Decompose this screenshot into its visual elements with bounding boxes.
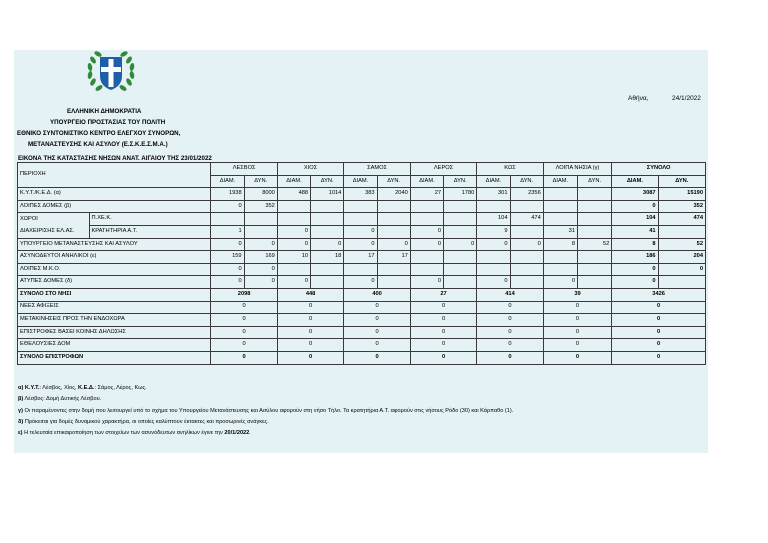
table-cell: [577, 225, 611, 238]
table-cell: [543, 263, 577, 276]
table-row: [18, 301, 706, 314]
greek-emblem-icon: [84, 48, 138, 98]
table-cell: [477, 200, 510, 213]
table-cell: 3426: [612, 288, 706, 301]
table-row: [18, 314, 706, 327]
sub-header: ΔΙΑΜ.: [543, 175, 577, 188]
table-cell: [444, 251, 477, 264]
row-label: ΥΠΟΥΡΓΕΙΟ ΜΕΤΑΝΑΣΤΕΥΣΗΣ ΚΑΙ ΑΣΥΛΟΥ: [18, 238, 211, 251]
table-cell: 10: [277, 251, 310, 264]
table-row: [18, 288, 706, 301]
table-cell: [377, 276, 410, 289]
table-cell: 0: [543, 339, 611, 352]
table-cell: [211, 213, 244, 226]
row-label: Π.ΧΕ.Κ.: [89, 213, 211, 226]
date-label: Αθήνα,: [628, 95, 649, 102]
sub-header: ΔΙΑΜ.: [410, 175, 443, 188]
table-cell: 0: [211, 351, 277, 364]
table-cell: 0: [612, 351, 706, 364]
table-cell: [377, 225, 410, 238]
table-cell: 0: [344, 276, 377, 289]
table-row: [18, 225, 706, 238]
sub-header: ΔΥΝ.: [658, 175, 705, 188]
row-label: ΜΕΤΑΚΙΝΗΣΕΙΣ ΠΡΟΣ ΤΗΝ ΕΝΔΟΧΩΡΑ: [18, 314, 211, 327]
row-label: ΚΡΑΤΗΤΗΡΙΑ Α.Τ.: [89, 225, 211, 238]
row-group-label: ΧΩΡΟΙ: [18, 213, 90, 226]
table-cell: 0: [277, 276, 310, 289]
table-cell: [410, 213, 443, 226]
table-cell: 0: [244, 276, 277, 289]
table-cell: [277, 263, 310, 276]
table-cell: 0: [211, 238, 244, 251]
sub-header: ΔΙΑΜ.: [612, 175, 658, 188]
table-cell: 31: [543, 225, 577, 238]
table-cell: 474: [510, 213, 543, 226]
table-cell: 414: [477, 288, 543, 301]
table-cell: [510, 225, 543, 238]
group-header: ΛΕΡΟΣ: [410, 163, 476, 176]
footnote: ε) Η τελευταία επικαιροποίηση των στοιχείων των ασυνόδευτων ανηλίκων έγινε την 20/1/2022.: [18, 430, 251, 437]
table-cell: 0: [344, 238, 377, 251]
table-cell: 186: [612, 251, 658, 264]
table-cell: [444, 200, 477, 213]
table-cell: 0: [612, 276, 658, 289]
table-cell: 2356: [510, 188, 543, 201]
table-cell: 1: [211, 225, 244, 238]
table-cell: 0: [543, 326, 611, 339]
table-cell: 0: [277, 326, 343, 339]
group-header: ΛΕΣΒΟΣ: [211, 163, 277, 176]
sub-header: ΔΥΝ.: [577, 175, 611, 188]
table-cell: 2098: [211, 288, 277, 301]
table-cell: [377, 263, 410, 276]
table-row: [18, 238, 706, 251]
table-cell: 0: [211, 326, 277, 339]
sub-header: ΔΙΑΜ.: [477, 175, 510, 188]
table-cell: 0: [410, 276, 443, 289]
table-cell: 0: [543, 314, 611, 327]
table-cell: [577, 188, 611, 201]
table-cell: [377, 213, 410, 226]
table-cell: 159: [211, 251, 244, 264]
table-cell: 0: [477, 351, 543, 364]
group-header: ΣΥΝΟΛΟ: [612, 163, 706, 176]
sub-header: ΔΥΝ.: [311, 175, 344, 188]
row-group-label: ΔΙΑΧΕΙΡΙΣΗΣ ΕΛ.ΑΣ.: [18, 225, 90, 238]
footnote: δ) Πρόκειται για δομές δυναμικού χαρακτήρα, οι οποίες καλύπτουν έκτακτες και προσωρινές ανάγκες.: [18, 418, 269, 425]
table-cell: 301: [477, 188, 510, 201]
table-cell: 0: [344, 301, 410, 314]
table-cell: 52: [658, 238, 705, 251]
table-cell: 0: [410, 314, 476, 327]
table-cell: 352: [658, 200, 705, 213]
table-header-row: [18, 163, 706, 176]
sub-header: ΔΥΝ.: [377, 175, 410, 188]
group-header: ΣΑΜΟΣ: [344, 163, 410, 176]
sub-header: ΔΥΝ.: [444, 175, 477, 188]
table-cell: 204: [658, 251, 705, 264]
date-value: 24/1/2022: [672, 95, 701, 102]
header-line-1: ΕΛΛΗΝΙΚΗ ΔΗΜΟΚΡΑΤΙΑ: [67, 108, 142, 115]
table-cell: [444, 263, 477, 276]
table-cell: 169: [244, 251, 277, 264]
table-cell: 0: [277, 339, 343, 352]
table-cell: 0: [477, 238, 510, 251]
table-cell: 0: [211, 263, 244, 276]
table-cell: 352: [244, 200, 277, 213]
table-cell: 17: [344, 251, 377, 264]
sub-header: ΔΙΑΜ.: [277, 175, 310, 188]
table-cell: 0: [410, 339, 476, 352]
table-cell: [244, 225, 277, 238]
table-cell: 27: [410, 288, 476, 301]
header-line-3: ΕΘΝΙΚΟ ΣΥΝΤΟΝΙΣΤΙΚΟ ΚΕΝΤΡΟ ΕΛΕΓΧΟΥ ΣΥΝΟΡΩΝ,: [17, 130, 181, 137]
table-cell: 0: [612, 200, 658, 213]
table-cell: 39: [543, 288, 611, 301]
row-label: ΝΕΕΣ ΑΦΙΞΕΙΣ: [18, 301, 211, 314]
table-cell: 0: [477, 339, 543, 352]
table-cell: 0: [612, 339, 706, 352]
table-cell: 0: [277, 314, 343, 327]
table-cell: 0: [277, 225, 310, 238]
table-cell: [344, 200, 377, 213]
table-cell: 0: [658, 263, 705, 276]
table-cell: 41: [612, 225, 658, 238]
table-cell: 0: [612, 263, 658, 276]
table-cell: [311, 213, 344, 226]
table-cell: 0: [612, 326, 706, 339]
table-row: [18, 263, 706, 276]
status-table: [17, 162, 706, 365]
row-label: ΕΘΕΛΟΥΣΙΕΣ ΔΟΜ: [18, 339, 211, 352]
table-cell: [658, 276, 705, 289]
group-header: ΚΩΣ: [477, 163, 543, 176]
table-cell: [311, 225, 344, 238]
row-label: ΑΤΥΠΕΣ ΔΟΜΕΣ (δ): [18, 276, 211, 289]
table-cell: 0: [410, 225, 443, 238]
table-cell: 8: [543, 238, 577, 251]
table-cell: [311, 276, 344, 289]
table-cell: [377, 200, 410, 213]
table-cell: 18: [311, 251, 344, 264]
table-cell: 0: [344, 326, 410, 339]
table-cell: 0: [612, 301, 706, 314]
table-row: [18, 326, 706, 339]
table-cell: 0: [477, 326, 543, 339]
row-label: ΛΟΙΠΕΣ ΔΟΜΕΣ (β): [18, 200, 211, 213]
sub-header: ΔΥΝ.: [244, 175, 277, 188]
table-cell: [577, 276, 611, 289]
table-cell: 104: [612, 213, 658, 226]
table-cell: [244, 213, 277, 226]
table-cell: [477, 251, 510, 264]
table-cell: 8000: [244, 188, 277, 201]
table-row: [18, 351, 706, 364]
table-cell: [543, 200, 577, 213]
table-cell: [344, 213, 377, 226]
table-cell: 0: [311, 238, 344, 251]
table-cell: 17: [377, 251, 410, 264]
table-cell: 0: [344, 339, 410, 352]
table-cell: 9: [477, 225, 510, 238]
table-cell: 0: [410, 326, 476, 339]
header-line-2: ΥΠΟΥΡΓΕΙΟ ΠΡΟΣΤΑΣΙΑΣ ΤΟΥ ΠΟΛΙΤΗ: [50, 119, 166, 126]
region-header: ΠΕΡΙΟΧΗ: [18, 163, 211, 188]
table-cell: 15190: [658, 188, 705, 201]
table-cell: 0: [211, 301, 277, 314]
table-cell: 2040: [377, 188, 410, 201]
group-header: ΧΙΟΣ: [277, 163, 343, 176]
table-cell: 0: [543, 301, 611, 314]
table-cell: 0: [244, 263, 277, 276]
table-cell: 0: [410, 238, 443, 251]
table-cell: [410, 251, 443, 264]
table-cell: [311, 200, 344, 213]
table-cell: 0: [277, 238, 310, 251]
footnote: γ) Οι παραμένοντες στην δομή που λειτουργεί υπό το σχήμα του Υπουργείου Μετανάστευσης και Ασύλου αφορούν στη νήσο Τήλο. Τα κρατητήρια Α.Τ. αφορούν στις νήσους Ρόδο (30) και Κάρπαθο (1).: [18, 407, 514, 414]
table-cell: [277, 213, 310, 226]
table-cell: 0: [211, 314, 277, 327]
table-cell: 1014: [311, 188, 344, 201]
table-cell: 27: [410, 188, 443, 201]
table-cell: [410, 263, 443, 276]
table-cell: 0: [477, 314, 543, 327]
table-cell: [444, 276, 477, 289]
table-cell: 488: [277, 188, 310, 201]
table-cell: 0: [211, 339, 277, 352]
table-cell: [277, 200, 310, 213]
table-cell: [444, 225, 477, 238]
header-line-4: ΜΕΤΑΝΑΣΤΕΥΣΗΣ ΚΑΙ ΑΣΥΛΟΥ (Ε.Σ.Κ.Ε.Σ.Μ.Α.): [28, 141, 168, 148]
table-cell: [344, 263, 377, 276]
table-cell: [510, 276, 543, 289]
footnote: β) Λέσβος: Δομή Δυτικής Λέσβου.: [18, 396, 102, 403]
table-cell: 0: [477, 301, 543, 314]
table-cell: 0: [377, 238, 410, 251]
table-cell: 1938: [211, 188, 244, 201]
table-cell: [577, 251, 611, 264]
table-cell: 0: [543, 276, 577, 289]
sub-header: ΔΙΑΜ.: [344, 175, 377, 188]
row-label: Κ.Υ.Τ./Κ.Ε.Δ. (α): [18, 188, 211, 201]
table-cell: 0: [444, 238, 477, 251]
table-cell: 0: [344, 314, 410, 327]
table-cell: [510, 251, 543, 264]
table-cell: 8: [612, 238, 658, 251]
table-row: [18, 276, 706, 289]
table-row: [18, 251, 706, 264]
table-cell: 448: [277, 288, 343, 301]
table-cell: 104: [477, 213, 510, 226]
table-cell: 0: [211, 276, 244, 289]
table-cell: 52: [577, 238, 611, 251]
table-cell: [510, 200, 543, 213]
table-cell: [543, 251, 577, 264]
table-cell: 0: [410, 301, 476, 314]
table-cell: [477, 263, 510, 276]
table-cell: 0: [277, 301, 343, 314]
table-cell: [658, 225, 705, 238]
table-cell: 0: [612, 314, 706, 327]
sub-header: ΔΥΝ.: [510, 175, 543, 188]
table-cell: 3087: [612, 188, 658, 201]
report-title: ΕΙΚΟΝΑ ΤΗΣ ΚΑΤΑΣΤΑΣΗΣ ΝΗΣΩΝ ΑΝΑΤ. ΑΙΓΑΙΟΥ ΤΗΣ 23/01/2022: [18, 155, 212, 162]
table-cell: 0: [410, 351, 476, 364]
table-row: [18, 200, 706, 213]
row-label: ΕΠΙΣΤΡΟΦΕΣ ΒΑΣΕΙ ΚΟΙΝΗΣ ΔΗΛΩΣΗΣ: [18, 326, 211, 339]
table-cell: 0: [244, 238, 277, 251]
table-cell: [510, 263, 543, 276]
table-cell: [543, 188, 577, 201]
row-label: ΑΣΥΝΟΔΕΥΤΟΙ ΑΝΗΛΙΚΟΙ (ε): [18, 251, 211, 264]
table-cell: 0: [477, 276, 510, 289]
row-label: ΛΟΙΠΕΣ Μ.Κ.Ο.: [18, 263, 211, 276]
table-cell: [577, 263, 611, 276]
group-header: ΛΟΙΠΑ ΝΗΣΙΑ (γ): [543, 163, 611, 176]
table-cell: 0: [510, 238, 543, 251]
table-cell: 383: [344, 188, 377, 201]
footnotes: [18, 383, 513, 439]
table-cell: 0: [543, 351, 611, 364]
footnote: α) Κ.Υ.Τ.: Λέσβος, Χίος, Κ.Ε.Δ.: Σάμος, Λέρος, Κως.: [18, 385, 147, 391]
table-cell: 0: [277, 351, 343, 364]
row-label: ΣΥΝΟΛΟ ΕΠΙΣΤΡΟΦΩΝ: [18, 351, 211, 364]
table-cell: [410, 200, 443, 213]
table-cell: 0: [344, 225, 377, 238]
table-cell: [444, 213, 477, 226]
sub-header: ΔΙΑΜ.: [211, 175, 244, 188]
table-cell: 474: [658, 213, 705, 226]
table-row: [18, 339, 706, 352]
table-row: [18, 213, 706, 226]
table-cell: 400: [344, 288, 410, 301]
table-cell: 0: [211, 200, 244, 213]
table-cell: [577, 200, 611, 213]
table-row: [18, 188, 706, 201]
table-cell: [543, 213, 577, 226]
table-cell: [577, 213, 611, 226]
row-label: ΣΥΝΟΛΟ ΣΤΟ ΝΗΣΙ: [18, 288, 211, 301]
table-cell: [311, 263, 344, 276]
table-cell: 0: [344, 351, 410, 364]
table-cell: 1780: [444, 188, 477, 201]
